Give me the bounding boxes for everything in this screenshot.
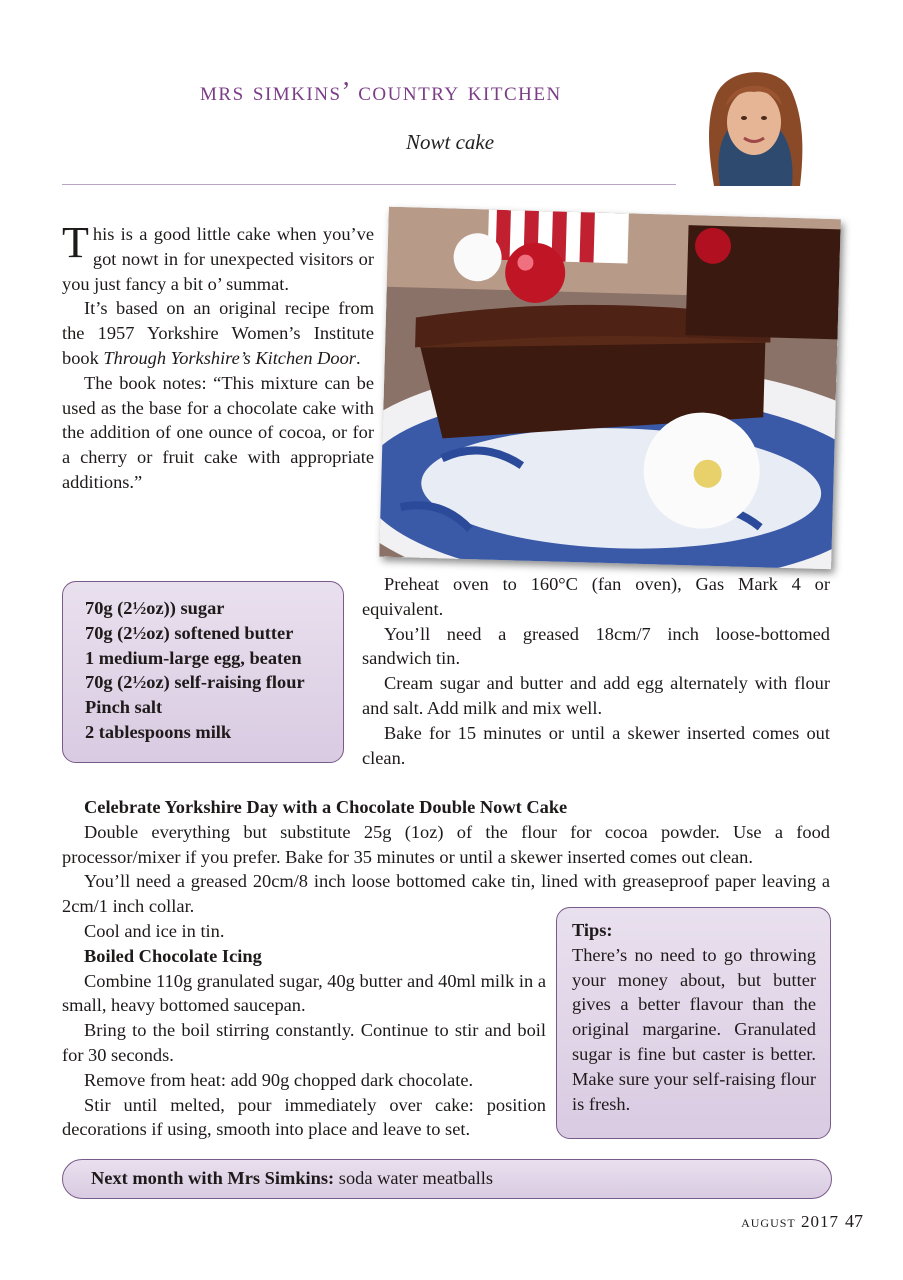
intro-paragraph-1: his is a good little cake when you’ve got nowt in for unexpected visitors or you just fancy a bit o’ summat. (62, 224, 374, 294)
tips-text: There’s no need to go throwing your money about, but butter gives a better flavour than the original margarine. Granulated sugar is fine but caster is better. Make sure your self-raising flour is fresh. (572, 944, 816, 1114)
ingredient-item: 70g (2½oz) softened butter (85, 622, 294, 643)
cool-instruction: Cool and ice in tin. (84, 921, 225, 941)
intro-paragraph-2 (62, 296, 374, 370)
page-footer (741, 1211, 863, 1232)
icing-step: Bring to the boil stirring constantly. Continue to stir and boil for 30 seconds. (62, 1020, 546, 1065)
ingredient-item: 70g (2½oz) self-raising flour (85, 672, 305, 693)
tips-heading: Tips: (572, 920, 613, 940)
method-step: Bake for 15 minutes or until a skewer inserted comes out clean. (362, 722, 830, 768)
issue-date: august 2017 (741, 1212, 839, 1231)
page-number: 47 (845, 1211, 863, 1231)
double-cake-paragraph: You’ll need a greased 20cm/8 inch loose bottomed cake tin, lined with greaseproof paper leaving a 2cm/1 inch collar. (62, 871, 830, 917)
icing-step: Remove from heat: add 90g chopped dark chocolate. (84, 1069, 474, 1090)
icing-section (62, 919, 546, 1142)
recipe-subtitle: Nowt cake (405, 130, 495, 154)
author-portrait (676, 60, 832, 186)
intro-paragraph-3: The book notes: “This mixture can be used as the base for a chocolate cake with the addition of one ounce of cocoa, or for a cherry or fruit cake with appropriate additions.” (62, 372, 374, 492)
icing-step: Stir until melted, pour immediately over cake: position decorations if using, smooth into place and leave to set. (62, 1094, 546, 1140)
ingredient-item: 1 medium-large egg, beaten (85, 647, 302, 668)
ingredient-item: 2 tablespoons milk (85, 721, 232, 742)
double-cake-section (62, 795, 830, 919)
ingredient-item: 70g (2½oz)) sugar (85, 598, 225, 618)
method-step: You’ll need a greased 18cm/7 inch loose-bottomed sandwich tin. (362, 623, 830, 669)
intro-paragraph-2-text: It’s based on an original recipe from the 1957 Yorkshire Women’s Institute book (62, 298, 374, 368)
drop-cap: T (62, 218, 89, 267)
double-cake-heading: Celebrate Yorkshire Day with a Chocolate Double Nowt Cake (84, 797, 568, 817)
icing-step: Combine 110g granulated sugar, 40g butter and 40ml milk in a small, heavy bottomed saucepan. (62, 970, 546, 1016)
intro-paragraph-2-end: . (355, 347, 361, 368)
tips-box (556, 907, 831, 1139)
method-column (362, 572, 830, 770)
intro-column (62, 218, 374, 495)
next-month-label: Next month with Mrs Simkins: (91, 1168, 335, 1188)
double-cake-paragraph: Double everything but substitute 25g (1oz) of the flour for cocoa powder. Use a food processor/mixer if you prefer. Bake for 35 minutes or until a skewer inserted comes out clean. (62, 821, 830, 867)
method-step: Cream sugar and butter and add egg alternately with flour and salt. Add milk and mix well. (362, 673, 830, 718)
method-step: Preheat oven to 160°C (fan oven), Gas Mark 4 or equivalent. (362, 574, 830, 619)
page-title: mrs simkins’ country kitchen (200, 76, 562, 106)
icing-heading: Boiled Chocolate Icing (84, 945, 262, 966)
next-month-banner (62, 1159, 832, 1199)
cake-photo (379, 207, 841, 569)
book-title: Through Yorkshire’s Kitchen Door (103, 347, 356, 368)
ingredient-item: Pinch salt (85, 697, 163, 718)
next-month-text: soda water meatballs (334, 1168, 494, 1188)
ingredients-box (62, 581, 344, 763)
